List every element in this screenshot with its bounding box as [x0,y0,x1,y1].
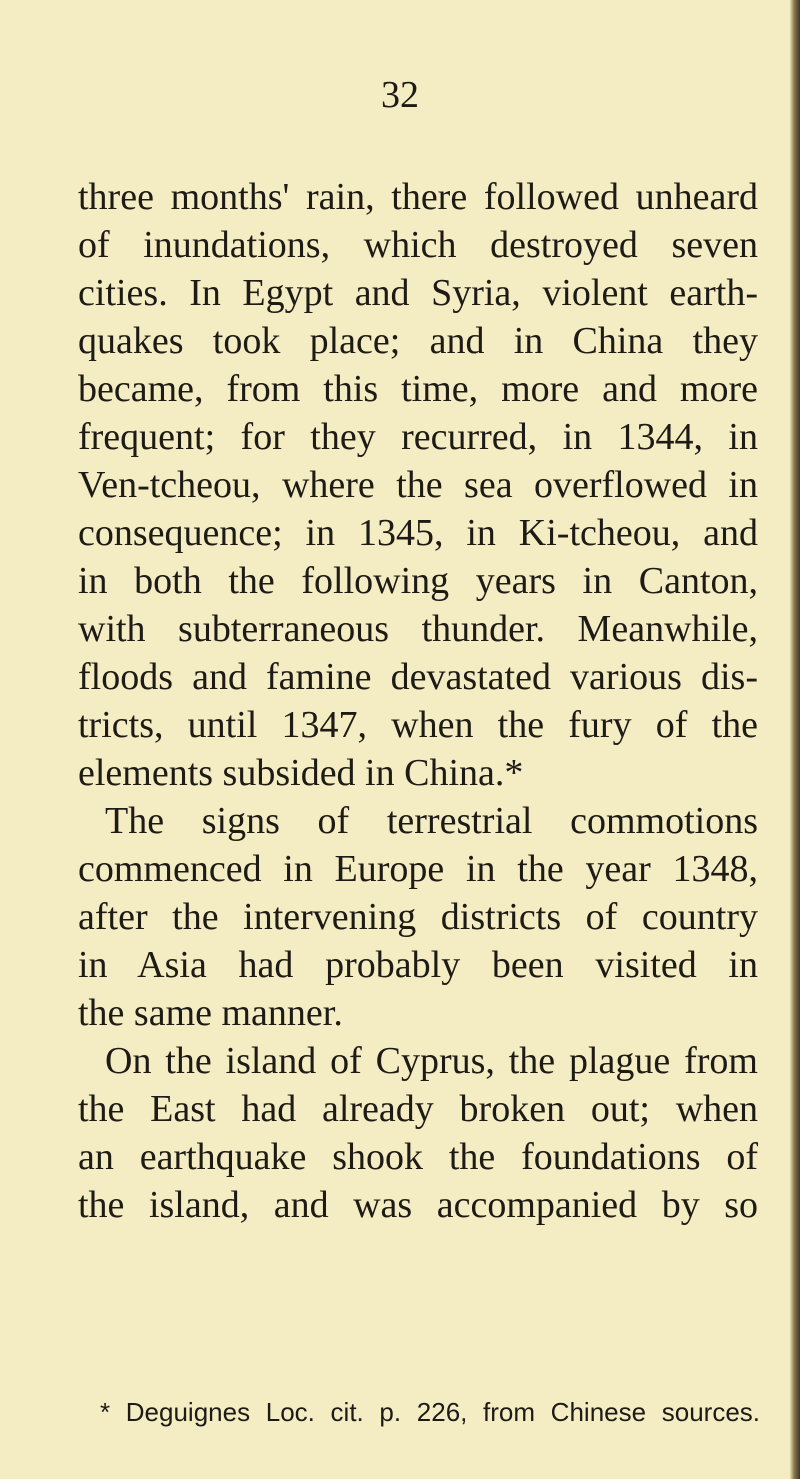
text-line: after the intervening districts of country [78,896,758,938]
page-edge-shadow [790,0,800,1479]
text-line: with subterraneous thunder. Meanwhile, [78,608,758,650]
text-line: tricts, until 1347, when the fury of the [78,704,758,746]
text-line: cities. In Egypt and Syria, violent earth- [78,272,758,314]
text-line: floods and famine devastated various dis- [78,656,758,698]
text-line: in both the following years in Canton, [78,560,758,602]
page-number: 32 [381,74,419,116]
footnote: * Deguignes Loc. cit. p. 226, from Chinese sources. [100,1397,760,1427]
text-line: consequence; in 1345, in Ki-tcheou, and [78,512,758,554]
text-line: in Asia had probably been visited in [78,944,758,986]
text-line: of inundations, which destroyed seven [78,224,758,266]
text-line: three months' rain, there followed unheard [78,176,758,218]
text-line: the same manner. [78,992,343,1034]
text-line: The signs of terrestrial commotions [105,800,758,842]
text-line: an earthquake shook the foundations of [78,1136,758,1178]
text-line: Ven-tcheou, where the sea overflowed in [78,464,758,506]
text-line: the East had already broken out; when [78,1088,758,1130]
text-line: the island, and was accompanied by so [78,1184,758,1226]
text-line: quakes took place; and in China they [78,320,758,362]
text-line: frequent; for they recurred, in 1344, in [78,416,758,458]
text-line: became, from this time, more and more [78,368,758,410]
text-line: On the island of Cyprus, the plague from [105,1040,758,1082]
text-line: commenced in Europe in the year 1348, [78,848,758,890]
text-line: elements subsided in China.* [78,752,524,794]
